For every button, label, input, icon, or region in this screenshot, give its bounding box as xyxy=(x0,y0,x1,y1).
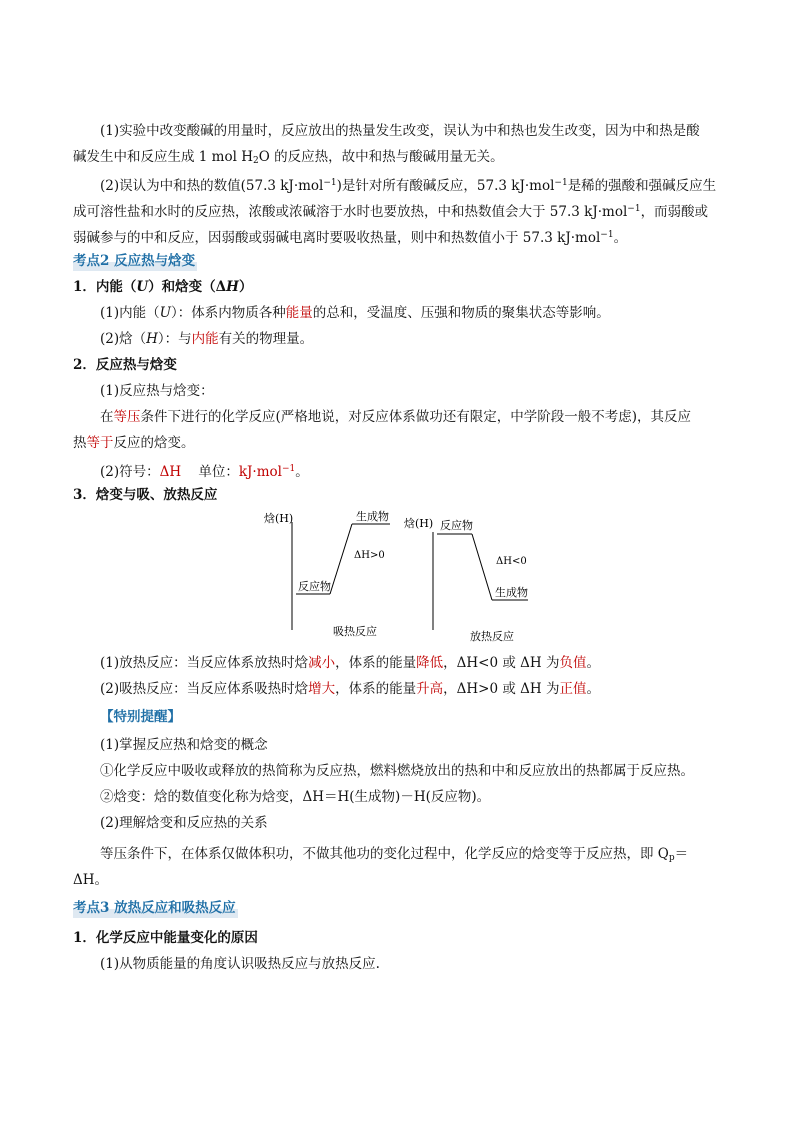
right-axis-label: 焓(H) xyxy=(404,517,434,530)
paragraph-line: 弱碱参与的中和反应，因弱酸或弱碱电离时要吸收热量，则中和热数值小于 57.3 kJ·mol$^{-1}$。 xyxy=(73,230,628,246)
paragraph-line: ①化学反应中吸收或释放的热简称为反应热，燃料燃烧放出的热和中和反应放出的热都属于反应热。 xyxy=(100,763,694,779)
paragraph-line: (1)实验中改变酸碱的用量时，反应放出的热量发生改变，误认为中和热也发生改变，因为中和热是酸 xyxy=(100,123,700,139)
left-axis-label: 焓(H) xyxy=(264,512,294,525)
left-dh-label: ΔH>0 xyxy=(354,550,385,561)
paragraph-line: (2)焓（H）：与内能有关的物理量。 xyxy=(100,331,314,347)
enthalpy-diagram xyxy=(0,500,794,660)
paragraph-line: 在等压条件下进行的化学反应(严格地说，对反应体系做功还有限定，中学阶段一般不考虑)，其反应 xyxy=(100,409,692,425)
paragraph-line: ②焓变：焓的数值变化称为焓变，ΔH＝H(生成物)－H(反应物)。 xyxy=(100,789,491,805)
paragraph-line: (2)误认为中和热的数值(57.3 kJ·mol$^{-1}$)是针对所有酸碱反应，57.3 kJ·mol$^{-1}$是稀的强酸和强碱反应生 xyxy=(100,178,717,194)
paragraph-line: (1)内能（U）：体系内物质各种能量的总和，受温度、压强和物质的聚集状态等影响。 xyxy=(100,305,610,321)
right-caption: 放热反应 xyxy=(470,630,514,643)
paragraph-line: (1)掌握反应热和焓变的概念 xyxy=(100,737,268,753)
paragraph-line: 热等于反应的焓变。 xyxy=(73,435,195,451)
section-heading-2: 考点2 反应热与焓变 xyxy=(73,253,196,269)
section-heading-3: 考点3 放热反应和吸热反应 xyxy=(73,900,236,916)
subheading-3: 3．焓变与吸、放热反应 xyxy=(73,487,218,503)
subheading-2: 2．反应热与焓变 xyxy=(73,357,177,373)
left-caption: 吸热反应 xyxy=(333,625,377,638)
paragraph-line: 碱发生中和反应生成 1 mol $H_2O$ 的反应热，故中和热与酸碱用量无关。 xyxy=(73,149,504,166)
left-reactant-label: 反应物 xyxy=(298,580,331,593)
paragraph-line: ΔH。 xyxy=(73,872,109,888)
paragraph-line: (2)理解焓变和反应热的关系 xyxy=(100,815,268,831)
paragraph-line: (2)吸热反应：当反应体系吸热时焓增大，体系的能量升高，ΔH>0 或 ΔH 为正值。 xyxy=(100,681,600,697)
left-product-label: 生成物 xyxy=(356,510,389,523)
subheading-4: 1．化学反应中能量变化的原因 xyxy=(73,930,258,946)
subheading-1: 1．内能（U）和焓变（ΔH） xyxy=(73,279,253,295)
right-reactant-label: 反应物 xyxy=(440,519,473,532)
paragraph-line: (1)反应热与焓变： xyxy=(100,383,214,399)
paragraph-line: (2)符号：ΔH 单位：kJ·mol$^{-1}$。 xyxy=(100,464,309,480)
paragraph-line: (1)放热反应：当反应体系放热时焓减小，体系的能量降低，ΔH<0 或 ΔH 为负值。 xyxy=(100,655,600,671)
right-dh-label: ΔH<0 xyxy=(496,556,527,567)
paragraph-line: (1)从物质能量的角度认识吸热反应与放热反应. xyxy=(100,956,380,972)
special-note-heading: 【特别提醒】 xyxy=(100,709,181,725)
paragraph-line: 成可溶性盐和水时的反应热，浓酸或浓碱溶于水时也要放热，中和热数值会大于 57.3 kJ·mol$^{-1}$，而弱酸或 xyxy=(73,204,709,220)
paragraph-line: 等压条件下，在体系仅做体积功，不做其他功的变化过程中，化学反应的焓变等于反应热，即 $Q_p=$ xyxy=(100,846,689,863)
right-product-label: 生成物 xyxy=(495,586,528,599)
